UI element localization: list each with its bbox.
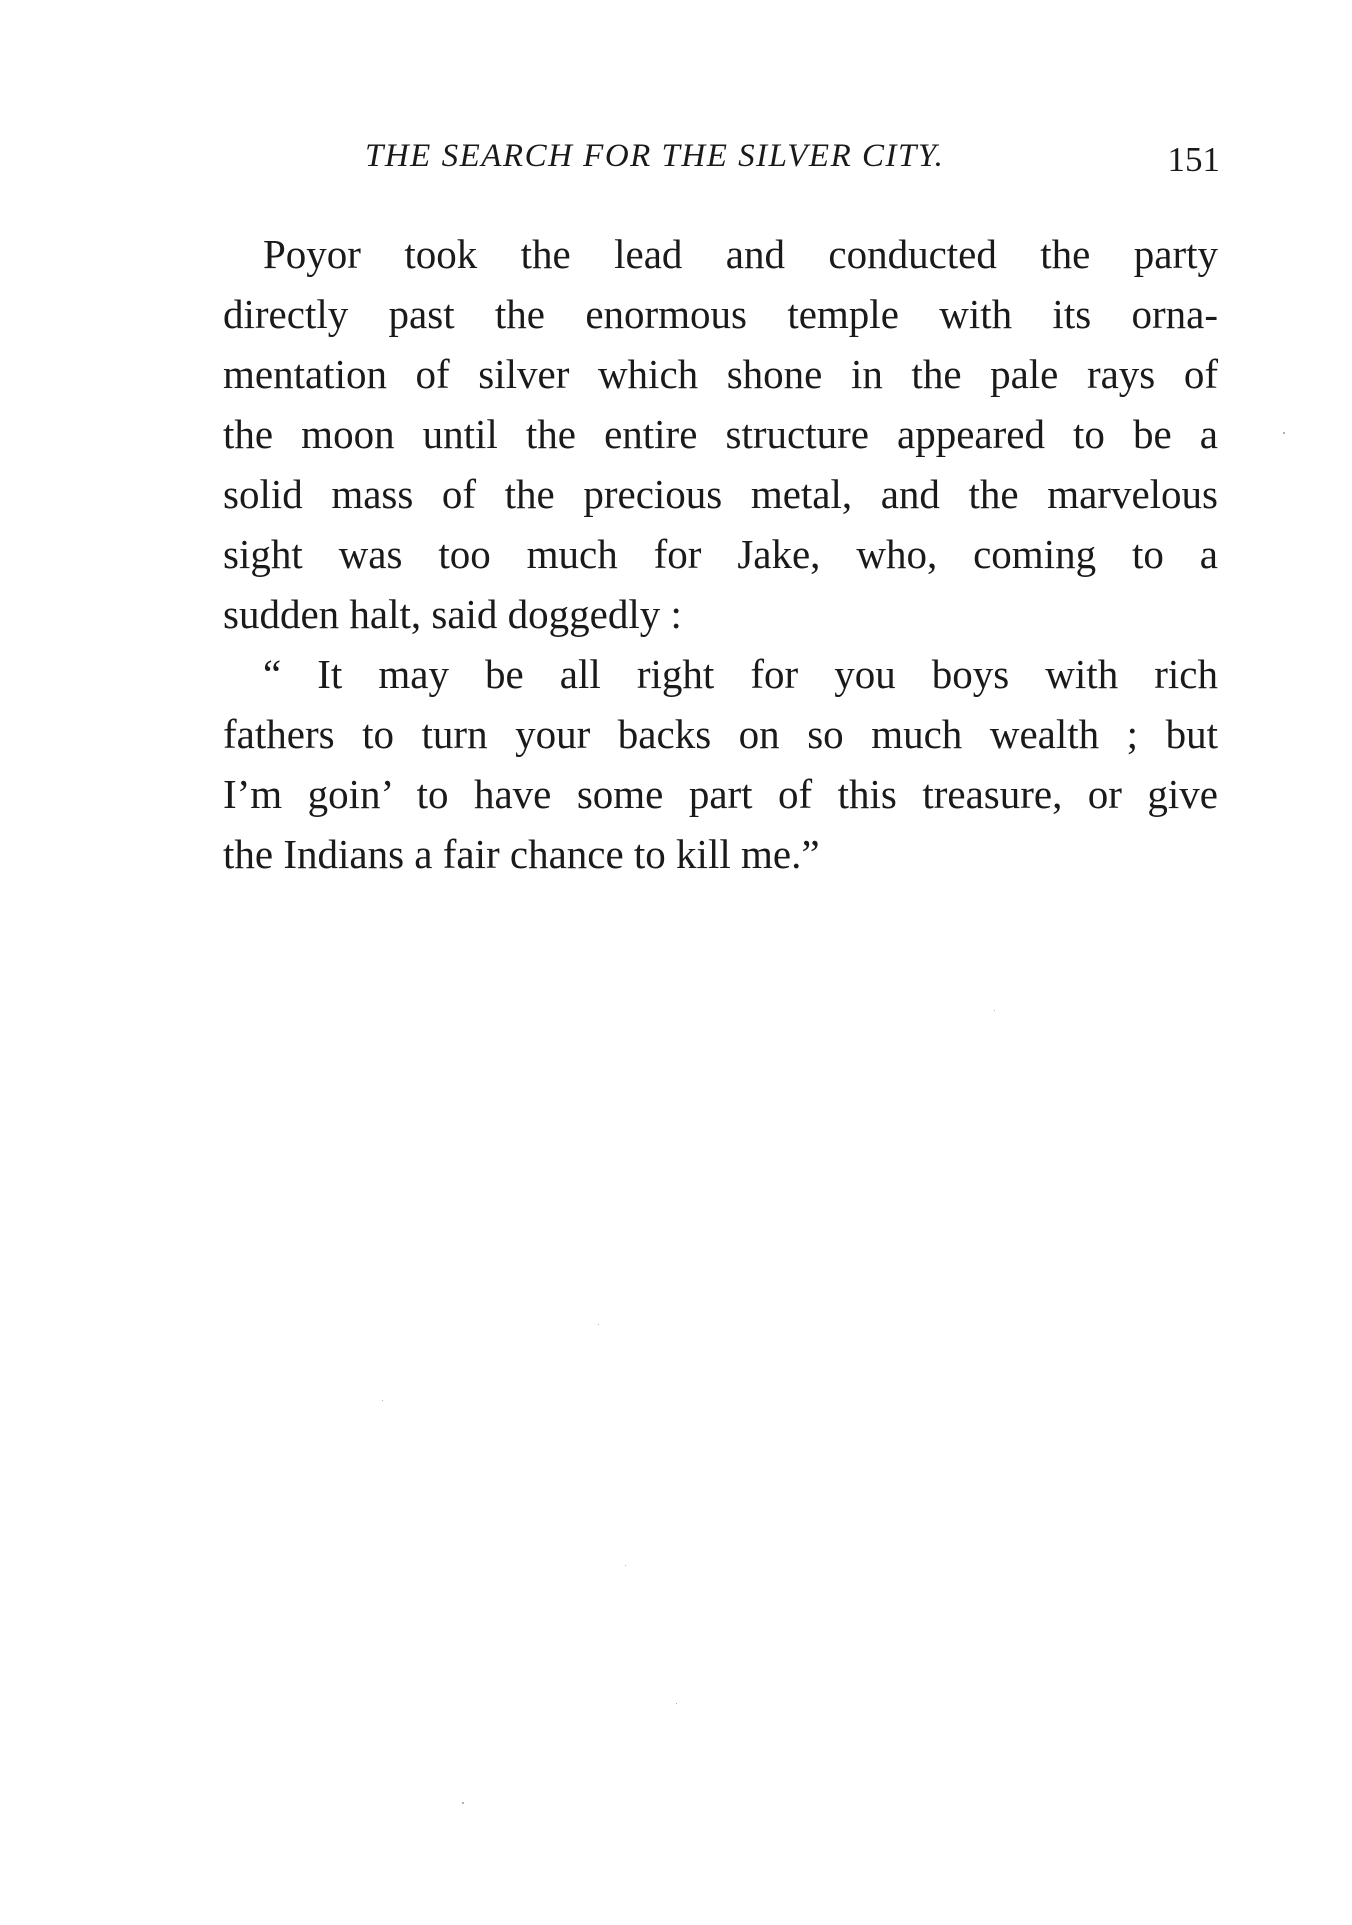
paper-speck: [1283, 432, 1285, 434]
text-line: sudden halt, said doggedly :: [223, 591, 682, 637]
paper-speck: [994, 1010, 995, 1011]
paragraph-2: [223, 644, 1218, 884]
text-line: the moon until the entire structure appeared to be a: [223, 411, 1218, 457]
paper-speck: [598, 1324, 599, 1325]
text-line: Poyor took the lead and conducted the party: [263, 231, 1218, 277]
body-text: [223, 224, 1218, 884]
paper-speck: [382, 1400, 383, 1401]
paragraph-1: [223, 224, 1218, 644]
running-head: [225, 128, 1220, 188]
text-line: the Indians a fair chance to kill me.”: [223, 831, 820, 877]
text-line: I’m goin’ to have some part of this treasure, or give: [223, 771, 1218, 817]
text-line: sight was too much for Jake, who, coming to a: [223, 531, 1218, 577]
text-line: “ It may be all right for you boys with rich: [263, 651, 1218, 697]
paper-speck: [676, 1703, 677, 1704]
text-line: directly past the enormous temple with its orna-: [223, 291, 1218, 337]
running-title: THE SEARCH FOR THE SILVER CITY.: [365, 138, 945, 174]
text-line: fathers to turn your backs on so much wealth ; but: [223, 711, 1218, 757]
text-line: solid mass of the precious metal, and the marvelous: [223, 471, 1218, 517]
paper-speck: [462, 1802, 464, 1804]
text-line: mentation of silver which shone in the pale rays of: [223, 351, 1218, 397]
page-number: 151: [1167, 140, 1220, 179]
paper-speck: [625, 1565, 626, 1566]
